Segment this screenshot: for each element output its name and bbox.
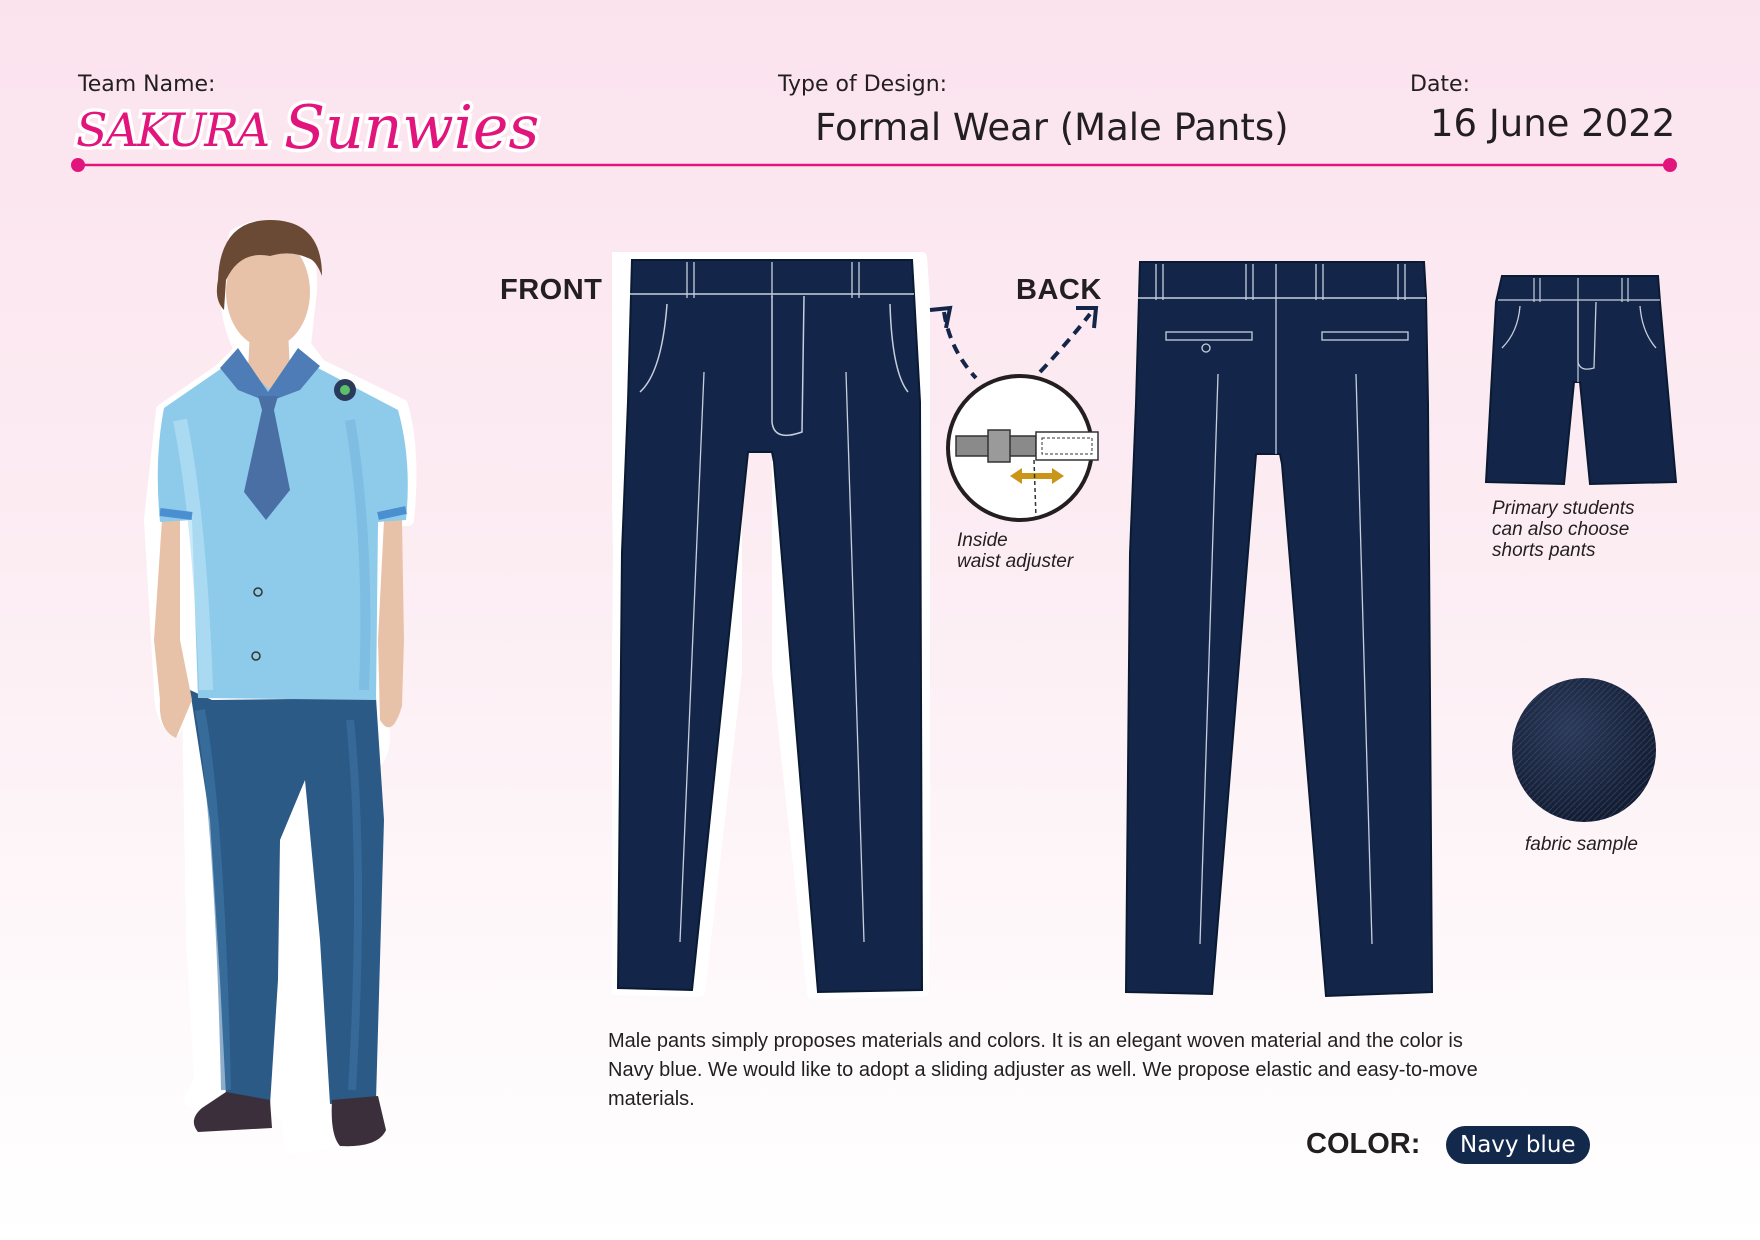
team-name-part1: SAKURA <box>76 103 269 157</box>
shorts-drawing <box>1480 272 1680 488</box>
shorts-note: Primary students can also choose shorts pants <box>1492 498 1635 561</box>
fabric-sample-swatch <box>1510 676 1658 824</box>
date-label: Date: <box>1410 72 1470 97</box>
design-description: Male pants simply proposes materials and colors. It is an elegant woven material and the color is Navy blue. We would like to adopt a sliding adjuster as well. We propose elastic and easy-to-move materials. <box>608 1030 1478 1110</box>
date-value: 16 June 2022 <box>1430 102 1676 145</box>
color-value-badge: Navy blue <box>1446 1126 1590 1164</box>
design-type-label: Type of Design: <box>778 72 948 97</box>
team-name-part2: Sunwies <box>284 93 540 163</box>
waist-adjuster-note: Inside waist adjuster <box>957 530 1074 572</box>
back-pants-drawing <box>1120 254 1438 1004</box>
waist-adjuster-detail <box>910 300 1140 530</box>
front-pants-drawing <box>612 252 930 1002</box>
team-logo <box>70 84 570 164</box>
team-name-label: Team Name: <box>78 72 216 97</box>
color-label: COLOR: <box>1306 1128 1421 1160</box>
header-divider <box>70 156 1680 176</box>
fabric-sample-caption: fabric sample <box>1525 834 1638 855</box>
student-figure-illustration <box>140 220 430 1155</box>
back-view-label: BACK <box>1016 274 1102 306</box>
front-view-label: FRONT <box>500 274 603 306</box>
design-type-value: Formal Wear (Male Pants) <box>815 106 1289 149</box>
